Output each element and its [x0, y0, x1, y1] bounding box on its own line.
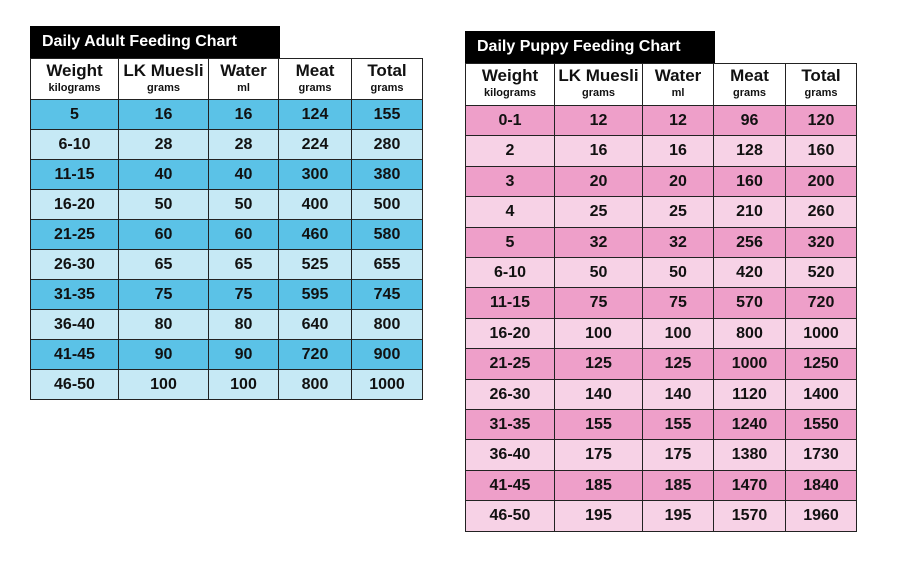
adult-table-body	[31, 100, 423, 400]
table-cell: 21-25	[31, 220, 119, 250]
column-header-label: Meat	[295, 61, 335, 80]
table-cell: 11-15	[31, 160, 119, 190]
table-cell: 50	[119, 190, 209, 220]
table-cell: 31-35	[31, 280, 119, 310]
column-header-label: Total	[801, 66, 841, 85]
adult-column-header	[31, 59, 119, 100]
table-row	[31, 100, 423, 130]
column-header-unit: grams	[370, 82, 404, 94]
column-header-label: LK Muesli	[558, 66, 639, 85]
table-cell: 160	[786, 136, 857, 166]
table-cell: 500	[352, 190, 423, 220]
table-cell: 50	[209, 190, 279, 220]
column-header-unit: kilograms	[48, 82, 101, 94]
adult-column-header	[209, 59, 279, 100]
table-cell: 460	[279, 220, 352, 250]
table-cell: 11-15	[466, 288, 555, 318]
column-header-label: Total	[367, 61, 407, 80]
table-row	[466, 106, 857, 136]
table-row	[466, 166, 857, 196]
table-row	[466, 379, 857, 409]
table-cell: 41-45	[466, 470, 555, 500]
adult-column-header	[352, 59, 423, 100]
adult-column-header	[279, 59, 352, 100]
adult-header-row	[31, 59, 423, 100]
table-cell: 128	[714, 136, 786, 166]
column-header-label: Water	[220, 61, 267, 80]
table-cell: 100	[643, 318, 714, 348]
table-cell: 1550	[786, 410, 857, 440]
table-cell: 75	[555, 288, 643, 318]
table-cell: 80	[209, 310, 279, 340]
table-cell: 195	[643, 501, 714, 531]
table-cell: 16	[209, 100, 279, 130]
table-cell: 1730	[786, 440, 857, 470]
table-row	[466, 470, 857, 500]
table-cell: 120	[786, 106, 857, 136]
table-cell: 140	[643, 379, 714, 409]
puppy-column-header	[643, 64, 714, 106]
table-cell: 320	[786, 227, 857, 257]
table-row	[31, 280, 423, 310]
table-cell: 16	[643, 136, 714, 166]
table-cell: 60	[119, 220, 209, 250]
table-cell: 1400	[786, 379, 857, 409]
table-cell: 155	[352, 100, 423, 130]
table-row	[466, 349, 857, 379]
table-cell: 210	[714, 197, 786, 227]
table-cell: 50	[555, 258, 643, 288]
table-cell: 46-50	[466, 501, 555, 531]
table-row	[31, 340, 423, 370]
table-cell: 4	[466, 197, 555, 227]
table-cell: 185	[555, 470, 643, 500]
table-cell: 125	[555, 349, 643, 379]
table-cell: 12	[643, 106, 714, 136]
table-cell: 3	[466, 166, 555, 196]
puppy-header-row	[466, 64, 857, 106]
table-cell: 900	[352, 340, 423, 370]
table-cell: 155	[643, 410, 714, 440]
table-cell: 200	[786, 166, 857, 196]
table-cell: 100	[119, 370, 209, 400]
table-cell: 1120	[714, 379, 786, 409]
table-cell: 1250	[786, 349, 857, 379]
table-row	[466, 258, 857, 288]
table-cell: 20	[643, 166, 714, 196]
column-header-unit: grams	[298, 82, 332, 94]
table-cell: 1000	[786, 318, 857, 348]
table-cell: 28	[119, 130, 209, 160]
puppy-feeding-table	[465, 63, 857, 532]
table-cell: 36-40	[31, 310, 119, 340]
table-row	[466, 227, 857, 257]
table-cell: 800	[279, 370, 352, 400]
puppy-table-body	[466, 106, 857, 532]
table-cell: 260	[786, 197, 857, 227]
table-cell: 26-30	[466, 379, 555, 409]
table-cell: 65	[209, 250, 279, 280]
table-cell: 800	[352, 310, 423, 340]
table-cell: 1380	[714, 440, 786, 470]
table-cell: 520	[786, 258, 857, 288]
column-header-label: LK Muesli	[123, 61, 204, 80]
column-header-unit: ml	[237, 82, 250, 94]
table-cell: 400	[279, 190, 352, 220]
table-row	[466, 440, 857, 470]
table-cell: 31-35	[466, 410, 555, 440]
table-cell: 50	[643, 258, 714, 288]
table-cell: 175	[643, 440, 714, 470]
table-cell: 1960	[786, 501, 857, 531]
table-cell: 175	[555, 440, 643, 470]
table-cell: 655	[352, 250, 423, 280]
table-cell: 40	[119, 160, 209, 190]
table-cell: 595	[279, 280, 352, 310]
table-cell: 65	[119, 250, 209, 280]
table-cell: 1470	[714, 470, 786, 500]
table-cell: 155	[555, 410, 643, 440]
table-cell: 16	[555, 136, 643, 166]
table-cell: 256	[714, 227, 786, 257]
table-row	[466, 197, 857, 227]
table-cell: 745	[352, 280, 423, 310]
table-cell: 224	[279, 130, 352, 160]
table-row	[31, 160, 423, 190]
table-cell: 96	[714, 106, 786, 136]
puppy-column-header	[555, 64, 643, 106]
table-cell: 75	[209, 280, 279, 310]
table-cell: 5	[466, 227, 555, 257]
table-cell: 25	[643, 197, 714, 227]
table-cell: 46-50	[31, 370, 119, 400]
column-header-unit: grams	[146, 82, 181, 94]
puppy-column-header	[714, 64, 786, 106]
table-cell: 570	[714, 288, 786, 318]
column-header-label: Meat	[730, 66, 769, 85]
table-cell: 0-1	[466, 106, 555, 136]
table-cell: 16-20	[466, 318, 555, 348]
table-row	[466, 288, 857, 318]
table-cell: 1570	[714, 501, 786, 531]
table-cell: 32	[555, 227, 643, 257]
table-cell: 75	[643, 288, 714, 318]
adult-chart-title: Daily Adult Feeding Chart	[30, 26, 280, 58]
table-cell: 60	[209, 220, 279, 250]
table-row	[466, 501, 857, 531]
column-header-unit: grams	[581, 87, 616, 99]
table-row	[466, 318, 857, 348]
table-cell: 16-20	[31, 190, 119, 220]
table-cell: 1000	[352, 370, 423, 400]
table-cell: 800	[714, 318, 786, 348]
table-cell: 125	[643, 349, 714, 379]
column-header-label: Water	[654, 66, 702, 85]
table-cell: 280	[352, 130, 423, 160]
table-row	[31, 370, 423, 400]
table-cell: 580	[352, 220, 423, 250]
table-cell: 90	[209, 340, 279, 370]
table-cell: 124	[279, 100, 352, 130]
table-cell: 75	[119, 280, 209, 310]
table-cell: 1000	[714, 349, 786, 379]
table-cell: 420	[714, 258, 786, 288]
table-cell: 20	[555, 166, 643, 196]
table-cell: 195	[555, 501, 643, 531]
table-cell: 300	[279, 160, 352, 190]
table-cell: 28	[209, 130, 279, 160]
table-row	[31, 220, 423, 250]
table-cell: 2	[466, 136, 555, 166]
table-cell: 36-40	[466, 440, 555, 470]
table-cell: 720	[786, 288, 857, 318]
table-cell: 100	[555, 318, 643, 348]
table-cell: 6-10	[31, 130, 119, 160]
table-cell: 16	[119, 100, 209, 130]
puppy-chart-title: Daily Puppy Feeding Chart	[465, 31, 715, 63]
table-cell: 80	[119, 310, 209, 340]
table-cell: 40	[209, 160, 279, 190]
table-cell: 32	[643, 227, 714, 257]
table-cell: 90	[119, 340, 209, 370]
column-header-unit: ml	[671, 87, 685, 99]
table-row	[31, 310, 423, 340]
table-row	[466, 410, 857, 440]
column-header-unit: grams	[804, 87, 838, 99]
table-cell: 380	[352, 160, 423, 190]
table-cell: 185	[643, 470, 714, 500]
table-cell: 1240	[714, 410, 786, 440]
table-cell: 25	[555, 197, 643, 227]
column-header-unit: kilograms	[484, 87, 536, 99]
table-cell: 12	[555, 106, 643, 136]
table-cell: 5	[31, 100, 119, 130]
table-row	[31, 130, 423, 160]
puppy-column-header	[786, 64, 857, 106]
table-cell: 525	[279, 250, 352, 280]
adult-feeding-table	[30, 58, 423, 400]
table-cell: 1840	[786, 470, 857, 500]
column-header-unit: grams	[732, 87, 767, 99]
table-cell: 6-10	[466, 258, 555, 288]
table-row	[466, 136, 857, 166]
puppy-column-header	[466, 64, 555, 106]
table-cell: 640	[279, 310, 352, 340]
table-cell: 21-25	[466, 349, 555, 379]
column-header-label: Weight	[46, 61, 103, 80]
table-row	[31, 250, 423, 280]
column-header-label: Weight	[481, 66, 539, 85]
table-cell: 160	[714, 166, 786, 196]
table-cell: 26-30	[31, 250, 119, 280]
table-cell: 100	[209, 370, 279, 400]
table-cell: 720	[279, 340, 352, 370]
table-cell: 140	[555, 379, 643, 409]
adult-column-header	[119, 59, 209, 100]
table-cell: 41-45	[31, 340, 119, 370]
table-row	[31, 190, 423, 220]
